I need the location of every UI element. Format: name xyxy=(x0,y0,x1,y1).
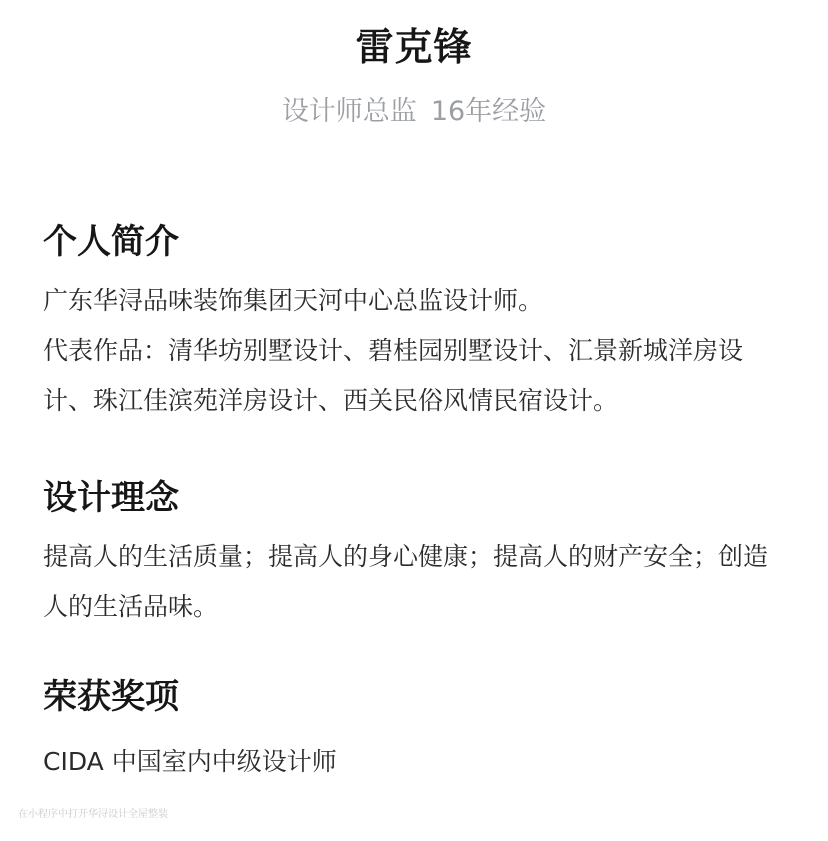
philosophy-body xyxy=(43,532,788,632)
awards-body xyxy=(43,737,788,787)
philosophy-text: 提高人的生活质量；提高人的身心健康；提高人的财产安全；创造人的生活品味。 xyxy=(43,542,769,621)
intro-body xyxy=(43,276,788,426)
awards-text: CIDA 中国室内中级设计师 xyxy=(43,747,337,776)
designer-name: 雷克锋 xyxy=(355,25,473,69)
philosophy-section xyxy=(43,474,788,632)
intro-section xyxy=(43,218,788,426)
intro-heading: 个人简介 xyxy=(43,222,179,262)
awards-section xyxy=(43,673,788,787)
designer-experience: 16年经验 xyxy=(430,96,547,127)
profile-header xyxy=(0,18,828,130)
watermark-text: 在小程序中打开华浔设计全屋整装 xyxy=(18,809,168,820)
intro-line-works: 代表作品：清华坊别墅设计、碧桂园别墅设计、汇景新城洋房设计、珠江佳滨苑洋房设计、西关民俗风情民宿设计。 xyxy=(43,336,744,415)
awards-heading: 荣获奖项 xyxy=(43,677,179,717)
designer-title: 设计师总监 xyxy=(281,96,417,127)
designer-subtitle xyxy=(0,94,828,130)
philosophy-heading: 设计理念 xyxy=(43,478,179,518)
intro-line-company: 广东华浔品味装饰集团天河中心总监设计师。 xyxy=(43,286,544,315)
